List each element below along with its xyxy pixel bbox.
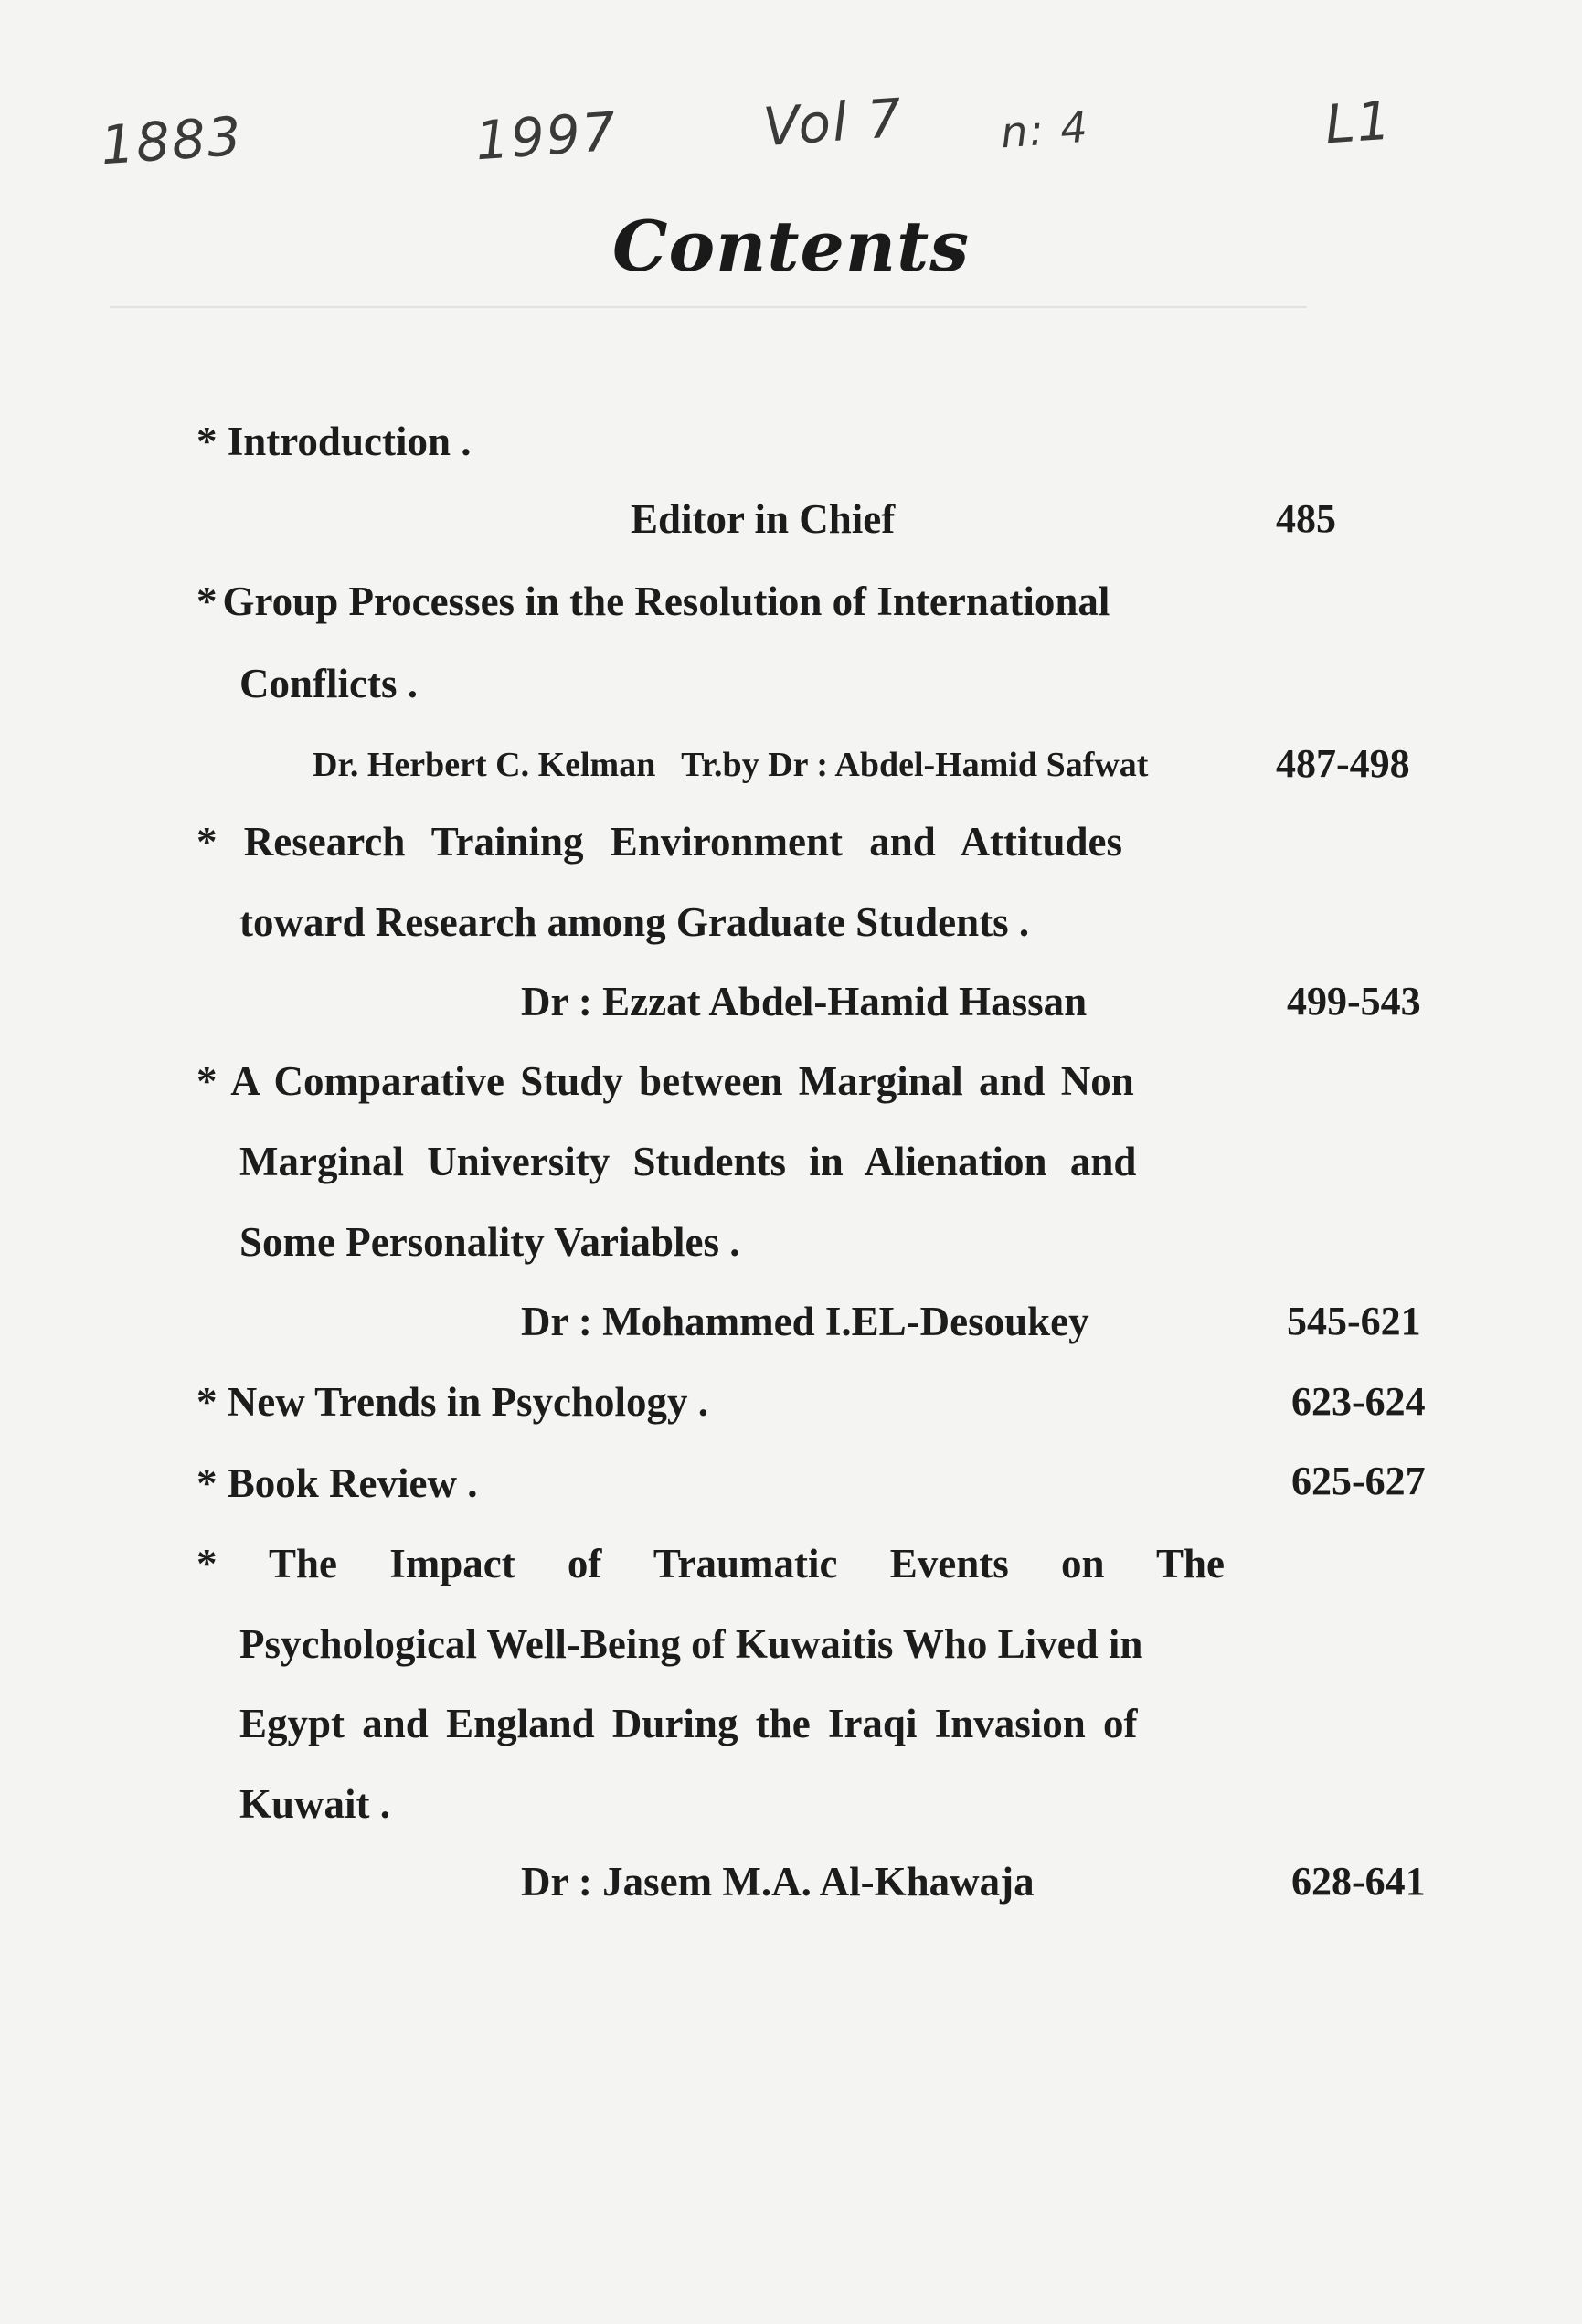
entry-title-line: Some Personality Variables .	[239, 1219, 740, 1265]
toc-entry-pages: 487-498	[1276, 741, 1410, 786]
toc-entry-author: Dr : Jasem M.A. Al-Khawaja	[521, 1859, 1035, 1905]
bullet-marker: *	[196, 1058, 231, 1104]
entry-title-line: A Comparative Study between Marginal and Non	[230, 1058, 1134, 1104]
entry-title-line: New Trends in Psychology .	[227, 1379, 709, 1425]
toc-entry-pages: 499-543	[1287, 979, 1421, 1024]
toc-entry-title	[196, 1540, 1225, 1587]
page-title: Contents	[611, 206, 971, 287]
bullet-marker: *	[196, 578, 218, 624]
toc-entry-title	[196, 1378, 708, 1426]
entry-title-line: Egypt and England During the Iraqi Invasion of	[239, 1701, 1138, 1746]
toc-entry-title	[196, 1459, 478, 1507]
entry-title-line: Psychological Well-Being of Kuwaitis Who Lived in	[239, 1621, 1143, 1667]
entry-title-line: Conflicts .	[239, 661, 418, 706]
toc-entry-author: Editor in Chief	[631, 496, 896, 542]
entry-title-line: Research Training Environment and Attitudes	[243, 819, 1123, 865]
entry-title-line: Book Review .	[227, 1460, 478, 1506]
bullet-marker: *	[196, 1460, 228, 1506]
entry-title-line: Introduction .	[227, 419, 472, 464]
toc-entry-pages: 625-627	[1291, 1459, 1426, 1503]
toc-entry-author: Dr. Herbert C. Kelman Tr.by Dr : Abdel-Hamid Safwat	[313, 746, 1149, 784]
handwritten-note-4: n: 4	[999, 101, 1091, 158]
entry-title-line: Marginal University Students in Alienation and	[239, 1139, 1137, 1184]
bullet-marker: *	[196, 1541, 269, 1586]
toc-entry-title	[196, 578, 1257, 625]
toc-entry-title	[196, 418, 471, 465]
bullet-marker: *	[196, 1379, 228, 1425]
entry-title-line: toward Research among Graduate Students .	[239, 899, 1030, 945]
toc-entry-pages: 545-621	[1287, 1299, 1421, 1343]
toc-entry-author: Dr : Mohammed I.EL-Desoukey	[521, 1299, 1089, 1344]
handwritten-note-5: L1	[1322, 89, 1395, 156]
toc-entry-pages: 628-641	[1291, 1859, 1426, 1904]
handwritten-note-3: Vol 7	[760, 86, 906, 159]
bullet-marker: *	[196, 819, 244, 865]
toc-entry-title	[196, 818, 1257, 865]
toc-entry-pages: 485	[1276, 496, 1336, 541]
entry-title-line: Group Processes in the Resolution of International	[222, 578, 1110, 624]
handwritten-note-2: 1997	[472, 100, 620, 173]
toc-entry-title	[196, 1057, 1134, 1105]
toc-entry-pages: 623-624	[1291, 1379, 1426, 1424]
handwritten-note-1: 1883	[98, 104, 245, 177]
entry-title-line: Kuwait .	[239, 1781, 391, 1827]
toc-entry-author: Dr : Ezzat Abdel-Hamid Hassan	[521, 979, 1088, 1024]
entry-title-line: The Impact of Traumatic Events on The	[268, 1541, 1225, 1586]
bullet-marker: *	[196, 419, 228, 464]
bleed-through-rule	[110, 306, 1307, 308]
